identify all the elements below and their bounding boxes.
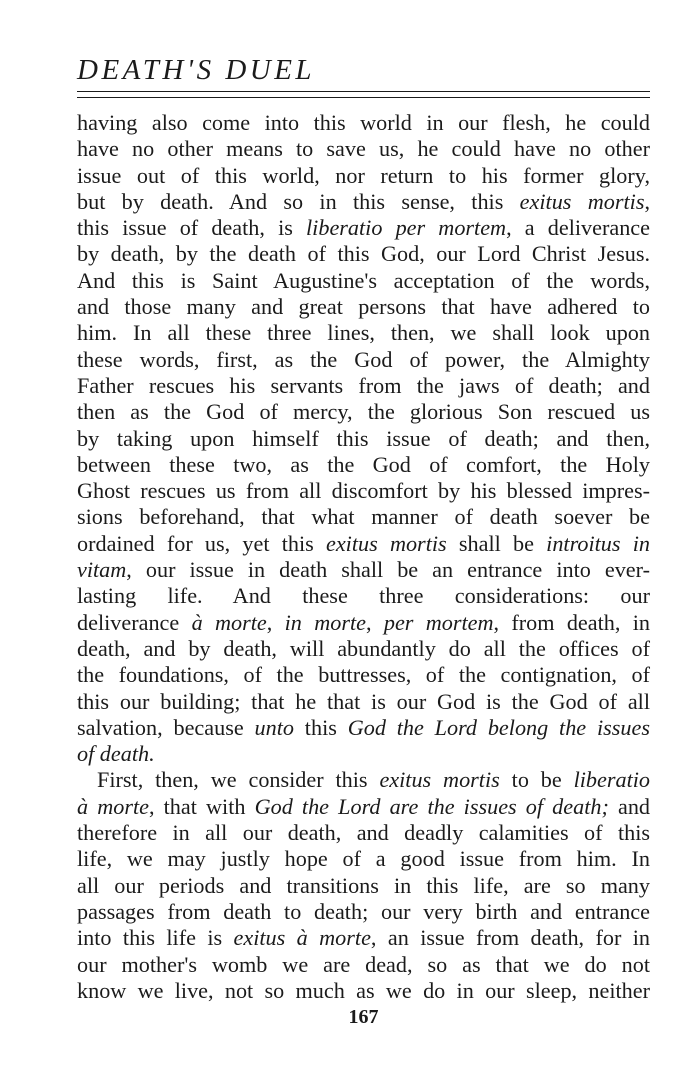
text-line	[77, 662, 650, 688]
text-line	[77, 978, 650, 1004]
text-run: these words, first, as the God of power, the Almighty	[77, 346, 650, 372]
text-run: Father rescues his servants from the jaws of death; and	[77, 372, 650, 398]
text-run: by taking upon himself this issue of death; and then,	[77, 425, 650, 451]
text-run: deliverance	[77, 609, 192, 635]
text-run: ordained for us, yet this	[77, 530, 326, 556]
italic-phrase: exitus mortis	[325, 530, 447, 556]
text-run: salvation, because	[77, 714, 255, 740]
text-line	[77, 241, 650, 267]
text-line	[77, 163, 650, 189]
text-run: , that with	[148, 793, 255, 819]
text-line	[77, 925, 650, 951]
text-run: our mother's womb we are dead, so as that we do not	[77, 951, 650, 977]
text-run: ,	[365, 609, 384, 635]
italic-phrase: unto	[254, 714, 294, 740]
text-line	[77, 504, 650, 530]
text-line	[77, 452, 650, 478]
text-line	[77, 294, 650, 320]
text-line	[77, 110, 650, 136]
text-line	[77, 583, 650, 609]
page-number: 167	[348, 1006, 379, 1028]
text-line	[77, 478, 650, 504]
text-line	[77, 820, 650, 846]
text-line	[77, 741, 650, 767]
text-line	[77, 531, 650, 557]
italic-phrase: introitus in	[546, 530, 651, 556]
text-line	[77, 610, 650, 636]
text-line	[77, 557, 650, 583]
text-line	[77, 426, 650, 452]
italic-phrase: God the Lord are the issues of death;	[254, 793, 609, 819]
text-run: passages from death to death; our very birth and entrance	[77, 898, 650, 924]
text-run: , a deliverance	[506, 215, 650, 241]
text-run: the foundations, of the buttresses, of the contignation, of	[77, 662, 650, 688]
text-run: and	[608, 793, 651, 819]
text-run: therefore in all our death, and deadly calamities of this	[77, 820, 650, 846]
italic-phrase: per mortem	[383, 609, 494, 635]
italic-phrase: à morte	[77, 793, 149, 819]
text-run: this issue of death, is	[77, 215, 307, 241]
text-run: , from death, in	[493, 609, 651, 635]
text-run: Ghost rescues us from all discomfort by his blessed impres-	[77, 478, 650, 504]
header-rule-thick	[77, 91, 650, 92]
text-line	[77, 794, 650, 820]
text-run: between these two, as the God of comfort, the Holy	[77, 451, 650, 477]
text-line	[77, 689, 650, 715]
text-line	[77, 399, 650, 425]
text-line	[77, 347, 650, 373]
text-run: to be	[499, 767, 574, 793]
text-run: him. In all these three lines, then, we shall look upon	[77, 320, 650, 346]
text-run: then as the God of mercy, the glorious Son rescued us	[77, 399, 650, 425]
italic-phrase: exitus mortis	[519, 188, 645, 214]
text-line	[77, 873, 650, 899]
text-line	[77, 268, 650, 294]
text-run: ,	[266, 609, 285, 635]
text-run: but by death. And so in this sense, this	[77, 188, 520, 214]
running-head: DEATH'S DUEL	[77, 54, 316, 86]
text-line	[77, 715, 650, 741]
text-run: sions beforehand, that what manner of death soever be	[77, 504, 650, 530]
text-run: shall be	[446, 530, 547, 556]
text-line	[77, 320, 650, 346]
italic-phrase: of death.	[77, 741, 155, 767]
italic-phrase: God the Lord belong the issues	[347, 714, 650, 740]
text-run: this our building; that he that is our God is the God of all	[77, 688, 650, 714]
italic-phrase: liberatio per mortem	[306, 215, 507, 241]
italic-phrase: liberatio	[573, 767, 651, 793]
header-rule-thin	[77, 97, 650, 98]
text-run: First, then, we consider this	[97, 767, 380, 793]
text-run: all our periods and transitions in this life, are so many	[77, 872, 650, 898]
text-run: issue out of this world, nor return to his former glory,	[77, 162, 650, 188]
text-run: know we live, not so much as we do in our sleep, neither	[77, 977, 650, 1003]
italic-phrase: in morte	[284, 609, 366, 635]
text-run: lasting life. And these three considerations: our	[77, 583, 650, 609]
text-line	[77, 636, 650, 662]
text-line	[77, 189, 650, 215]
text-run: by death, by the death of this God, our Lord Christ Jesus.	[77, 241, 650, 267]
italic-phrase: à morte	[191, 609, 267, 635]
text-line	[77, 215, 650, 241]
text-line	[77, 952, 650, 978]
text-line	[77, 846, 650, 872]
text-run: and those many and great persons that have adhered to	[77, 294, 650, 320]
text-run: life, we may justly hope of a good issue from him. In	[77, 846, 650, 872]
text-line	[77, 767, 650, 793]
text-run: having also come into this world in our flesh, he could	[77, 110, 650, 135]
italic-phrase: exitus à morte	[233, 925, 371, 951]
italic-phrase: vitam	[77, 557, 127, 583]
text-run: this	[293, 714, 348, 740]
text-run: ,	[644, 188, 651, 214]
text-run: And this is Saint Augustine's acceptation of the words,	[77, 267, 650, 293]
text-line	[77, 373, 650, 399]
italic-phrase: exitus mortis	[379, 767, 500, 793]
body-text	[77, 110, 650, 1004]
text-run: , our issue in death shall be an entrance into ever-	[126, 557, 650, 583]
text-run: have no other means to save us, he could have no other	[77, 136, 650, 162]
text-line	[77, 899, 650, 925]
text-run: , an issue from death, for in	[370, 925, 650, 951]
text-run: death, and by death, will abundantly do all the offices of	[77, 635, 650, 661]
text-run: into this life is	[77, 925, 234, 951]
text-line	[77, 136, 650, 162]
